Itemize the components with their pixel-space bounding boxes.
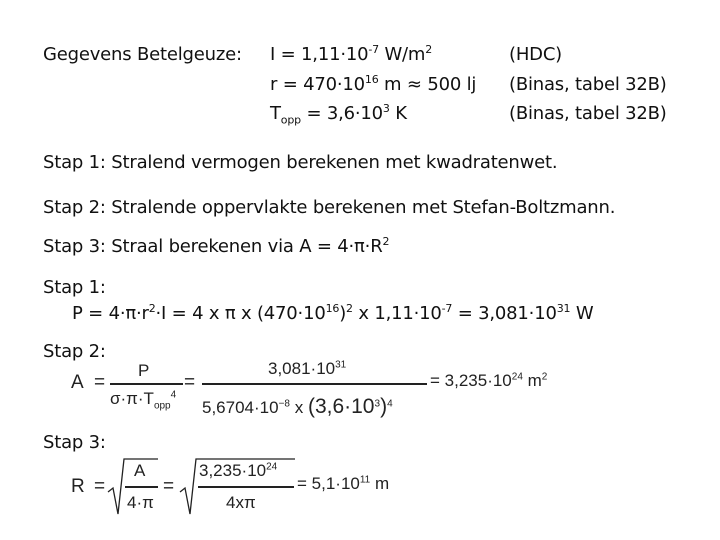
plan-step-1: Stap 1: Stralend vermogen berekenen met kwadratenwet. <box>43 152 558 173</box>
step1-label: Stap 1: <box>43 277 106 298</box>
step2-denominator-2: $5,6704\cdot 10^{-8}$ x $(3,6\cdot 10^3)^4$ <box>202 395 393 418</box>
given-source-intensity: (HDC) <box>509 44 563 65</box>
step2-label: Stap 2: <box>43 341 106 362</box>
step2-fraction-bar-1 <box>110 383 183 385</box>
slide: Gegevens Betelgeuze: $I = 1,11\cdot 10^{-7}$ $W/m^2$ (HDC) $r = 470\cdot 10^{16}$ m ≈ 500 lj (Binas, tabel 32B) $T_{opp} = 3,6\cdot 10^3$ K (Binas, tabel 32B) Stap 1: Stralend vermogen berekenen met kwadratenwet. Stap 2: Stralende oppervlakte berekenen met Stefan-Boltzmann. Stap 3: Straal berekenen via $A = 4\cdot\pi\cdot R^2$ Stap 1: $P = 4\cdot\pi\cdot r^2\cdot I = 4$ x π x $(470\cdot 10^{16})^2$ x $1,11\cdot 10^{-7} = 3,081\cdot 10^{31}$ W Stap 2: A = P $\sigma\cdot\pi\cdot T_{opp}^4$ = $3,081\cdot 10^{31}$ $5,6704\cdot 10^{-8}$ x $(3,6\cdot 10^3)^4$ = $3,235\cdot 10^{24}$ $m^2$ Stap 3: R = A 4·π = $3,235\cdot 10^{24}$ 4xπ = $5,1\cdot 10^{11}$ m <box>0 0 720 540</box>
step2-fraction-bar-2 <box>202 383 427 385</box>
plan-step-2: Stap 2: Stralende oppervlakte berekenen met Stefan-Boltzmann. <box>43 197 616 218</box>
step3-numerator-2: $3,235\cdot 10^{24}$ <box>199 461 278 480</box>
step3-result: = $5,1\cdot 10^{11}$ m <box>297 474 390 493</box>
step2-numerator-2: $3,081\cdot 10^{31}$ <box>268 359 347 378</box>
given-label: Gegevens Betelgeuze: <box>43 44 242 65</box>
step1-formula: $P = 4\cdot\pi\cdot r^2\cdot I = 4$ x π x $(470\cdot 10^{16})^2$ x $1,11\cdot 10^{-7} = 3,081\cdot 10^{31}$ W <box>72 302 594 324</box>
step3-fraction-bar-1 <box>125 486 158 488</box>
given-row-distance: $r = 470\cdot 10^{16}$ m ≈ 500 lj <box>270 73 477 95</box>
step2-denominator-1: $\sigma\cdot\pi\cdot T_{opp}^4$ <box>110 389 177 412</box>
given-source-temperature: (Binas, tabel 32B) <box>509 103 667 124</box>
given-source-distance: (Binas, tabel 32B) <box>509 74 667 95</box>
given-row-temperature: $T_{opp} = 3,6\cdot 10^3$ K <box>270 102 407 127</box>
step3-label: Stap 3: <box>43 432 106 453</box>
step2-result: = $3,235\cdot 10^{24}$ $m^2$ <box>430 371 548 390</box>
given-row-intensity: $I = 1,11\cdot 10^{-7}$ $W/m^2$ <box>270 43 433 65</box>
plan-step-3: Stap 3: Straal berekenen via $A = 4\cdot\pi\cdot R^2$ <box>43 235 390 257</box>
step3-fraction-bar-2 <box>198 486 294 488</box>
